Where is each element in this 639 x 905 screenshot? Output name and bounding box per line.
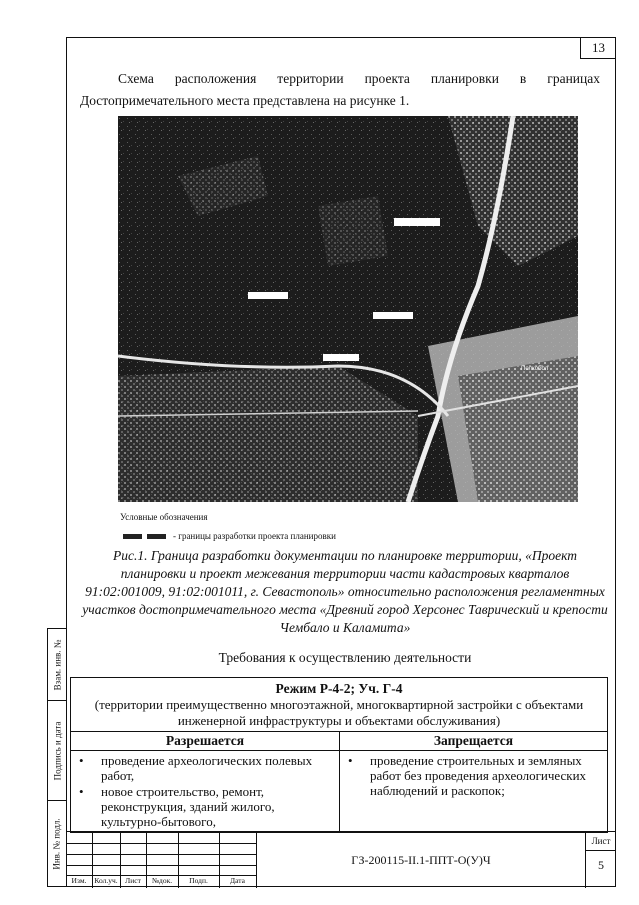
forbidden-column — [339, 732, 607, 832]
stamp-label-signature: Подп. — [189, 876, 208, 885]
forbidden-list — [340, 751, 607, 801]
allowed-list — [71, 751, 339, 832]
document-code: ГЗ-200115-II.1-ППТ-О(У)Ч — [256, 832, 586, 888]
revision-grid — [66, 832, 256, 888]
regime-title: Режим Р-4-2; Уч. Г-4 — [275, 681, 403, 696]
sidebar-cell-replace: Взам. инв. № — [48, 629, 66, 701]
regime-table — [70, 677, 608, 833]
forbidden-header: Запрещается — [340, 732, 607, 751]
boundary-line-symbol — [123, 534, 167, 539]
map-label-district: Полкобол — [521, 366, 549, 372]
regime-subtitle: (территории преимущественно многоэтажной, многоквартирной застройки с объектами инженерной инфраструктуры и объектами обслуживания) — [94, 697, 584, 728]
legend-title: Условные обозначения — [120, 512, 208, 522]
aerial-map-image — [118, 116, 578, 502]
stamp-label-docnum: №док. — [151, 876, 173, 885]
sidebar-cell-inventory: Инв. № подл. — [52, 817, 62, 870]
legend-item — [123, 531, 336, 541]
allowed-column — [71, 732, 339, 832]
left-stamp-sidebar — [47, 628, 67, 887]
page-number: 13 — [580, 37, 616, 59]
sheet-divider — [586, 850, 616, 851]
list-item: • проведение строительных и земляных работ без проведения археологических наблюдений и раскопок; — [348, 753, 601, 798]
allowed-header: Разрешается — [71, 732, 339, 751]
list-item: • проведение археологических полевых работ, — [79, 753, 333, 783]
sheet-number: 5 — [598, 858, 604, 872]
sidebar-cell-signature: Подпись и дата — [48, 701, 66, 801]
title-block-stamp — [66, 831, 616, 887]
stamp-label-date: Дата — [230, 876, 245, 885]
sheet-label: Лист — [591, 836, 611, 846]
regime-columns — [71, 732, 607, 832]
aerial-photo-drawing — [118, 116, 578, 502]
stamp-label-count: Кол.уч. — [94, 876, 118, 885]
stamp-label-change: Изм. — [71, 876, 87, 885]
regime-header — [71, 678, 607, 732]
intro-line-1: Схема расположения территории проекта планировки в границах — [118, 71, 600, 86]
figure-caption: Рис.1. Граница разработки документации по планировке территории, «Проект планировки и проект межевания территории части кадастровых кварталов 91:02:001009, 91:02:001011, г. Севастополь» относительно расположения регламентных участков достопримечательного места «Древний город Херсонес Таврический и крепости Чембало и Каламита» — [82, 548, 608, 635]
intro-line-2: Достопримечательного места представлена на рисунке 1. — [80, 93, 410, 108]
stamp-label-sheet: Лист — [125, 876, 141, 885]
legend-item-label: - границы разработки проекта планировки — [173, 531, 336, 541]
requirements-title: Требования к осуществлению деятельности — [218, 650, 472, 665]
list-item: • новое строительство, ремонт, реконструкция, зданий жилого, культурно-бытового, — [79, 784, 333, 829]
